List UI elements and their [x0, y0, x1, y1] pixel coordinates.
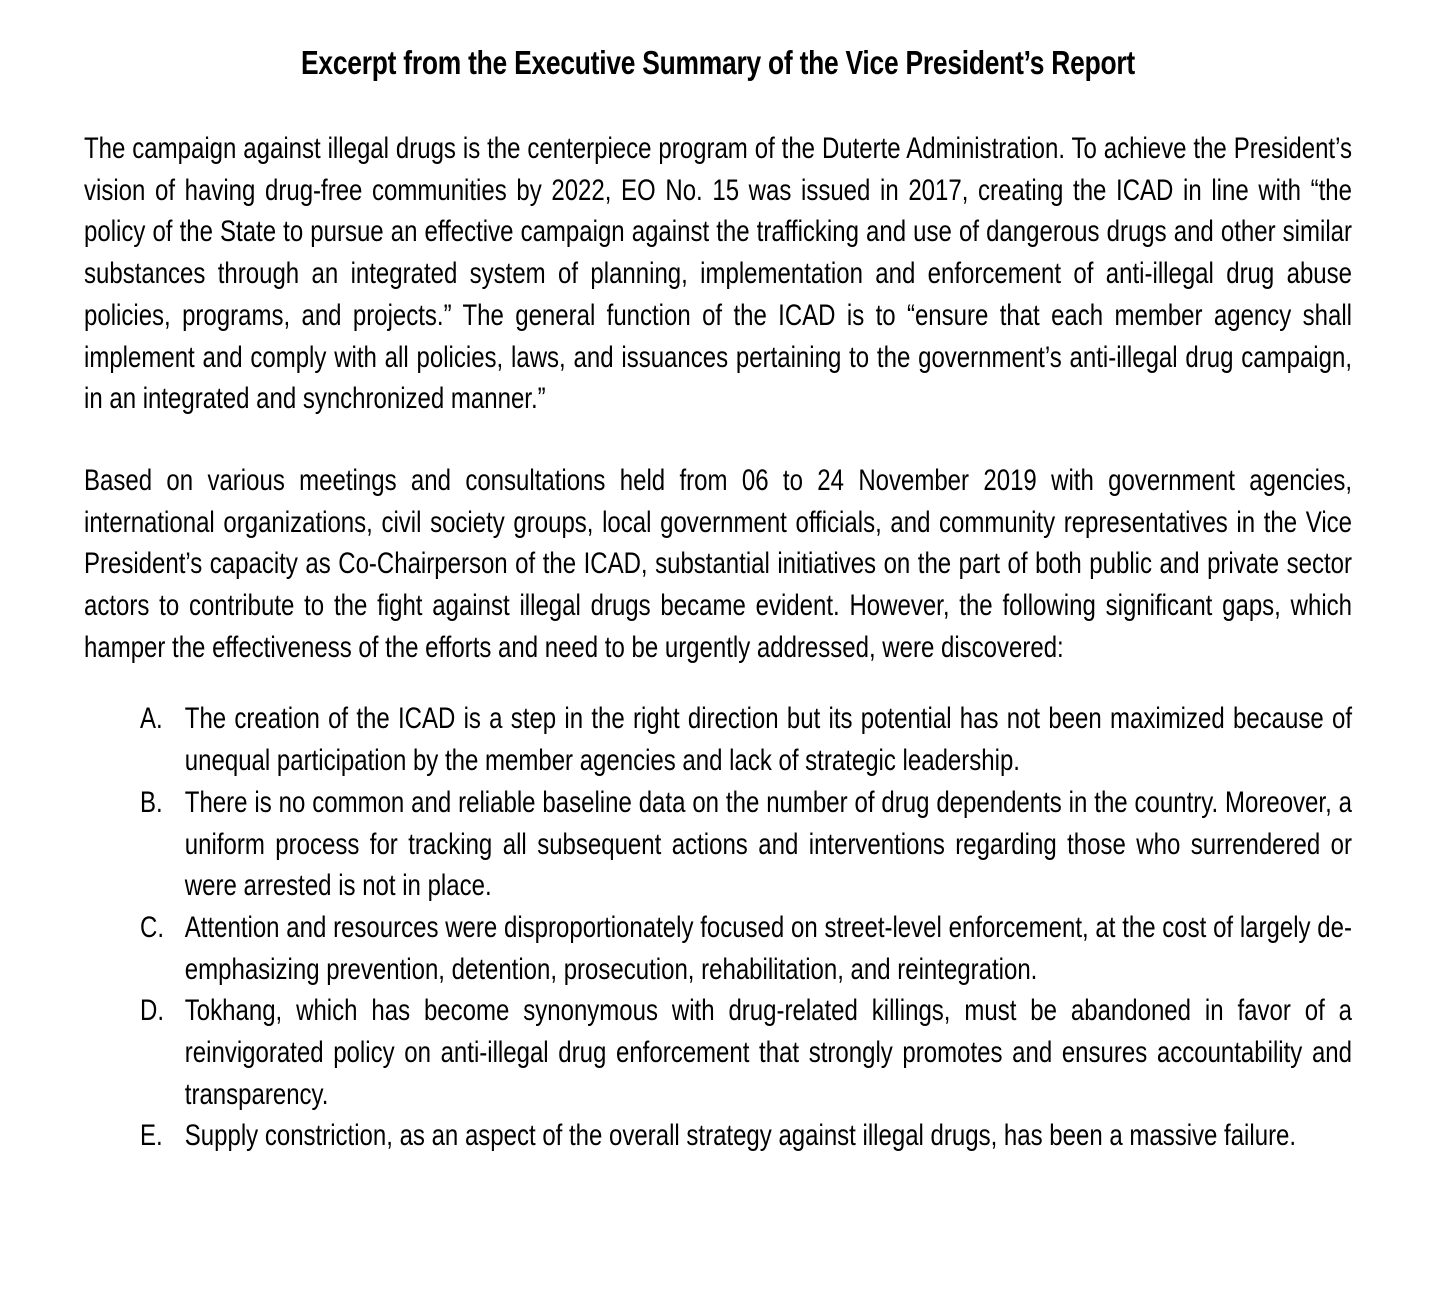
list-item-label: E.: [140, 1119, 163, 1153]
list-item: [140, 782, 1352, 907]
list-item-label: B.: [140, 785, 163, 819]
list-item-text: The creation of the ICAD is a step in the right direction but its potential has not been maximized because of unequal participation by the member agencies and lack of strategic leadership.: [184, 702, 1352, 778]
list-item-text: Supply constriction, as an aspect of the overall strategy against illegal drugs, has been a massive failure.: [184, 1119, 1297, 1153]
list-item: [140, 990, 1352, 1115]
list-item: [140, 698, 1352, 781]
list-item-label: D.: [140, 994, 164, 1028]
page-title: Excerpt from the Executive Summary of the Vice President’s Report: [301, 44, 1135, 81]
paragraph-icad-creation: The campaign against illegal drugs is the centerpiece program of the Duterte Administration. To achieve the President’s vision of having drug-free communities by 2022, EO No. 15 was issued in 2017, creating the ICAD in line with “the policy of the State to pursue an effective campaign against the trafficking and use of dangerous drugs and other similar substances through an integrated system of planning, implementation and enforcement of anti-illegal drug abuse policies, programs, and projects.” The general function of the ICAD is to “ensure that each member agency shall implement and comply with all policies, laws, and issuances pertaining to the government’s anti-illegal drug campaign, in an integrated and synchronized manner.”: [84, 132, 1352, 416]
list-item-label: C.: [140, 910, 164, 944]
list-item: [140, 1115, 1352, 1157]
findings-list: [140, 698, 1352, 1157]
list-item-text: There is no common and reliable baseline data on the number of drug dependents in the country. Moreover, a uniform process for tracking all subsequent actions and interventions regarding those who surrendered or were arrested is not in place.: [184, 785, 1352, 903]
list-item-label: A.: [140, 702, 163, 736]
list-item: [140, 907, 1352, 990]
paragraph-consultations: Based on various meetings and consultations held from 06 to 24 November 2019 with government agencies, international organizations, civil society groups, local government officials, and community representatives in the Vice President’s capacity as Co-Chairperson of the ICAD, substantial initiatives on the part of both public and private sector actors to contribute to the fight against illegal drugs became evident. However, the following significant gaps, which hamper the effectiveness of the efforts and need to be urgently addressed, were discovered:: [84, 463, 1352, 664]
list-item-text: Attention and resources were disproportionately focused on street-level enforcement, at the cost of largely de-emphasizing prevention, detention, prosecution, rehabilitation, and reintegration.: [184, 910, 1352, 986]
list-item-text: Tokhang, which has become synonymous with drug-related killings, must be abandoned in favor of a reinvigorated policy on anti-illegal drug enforcement that strongly promotes and ensures accountability and transparency.: [184, 994, 1352, 1111]
